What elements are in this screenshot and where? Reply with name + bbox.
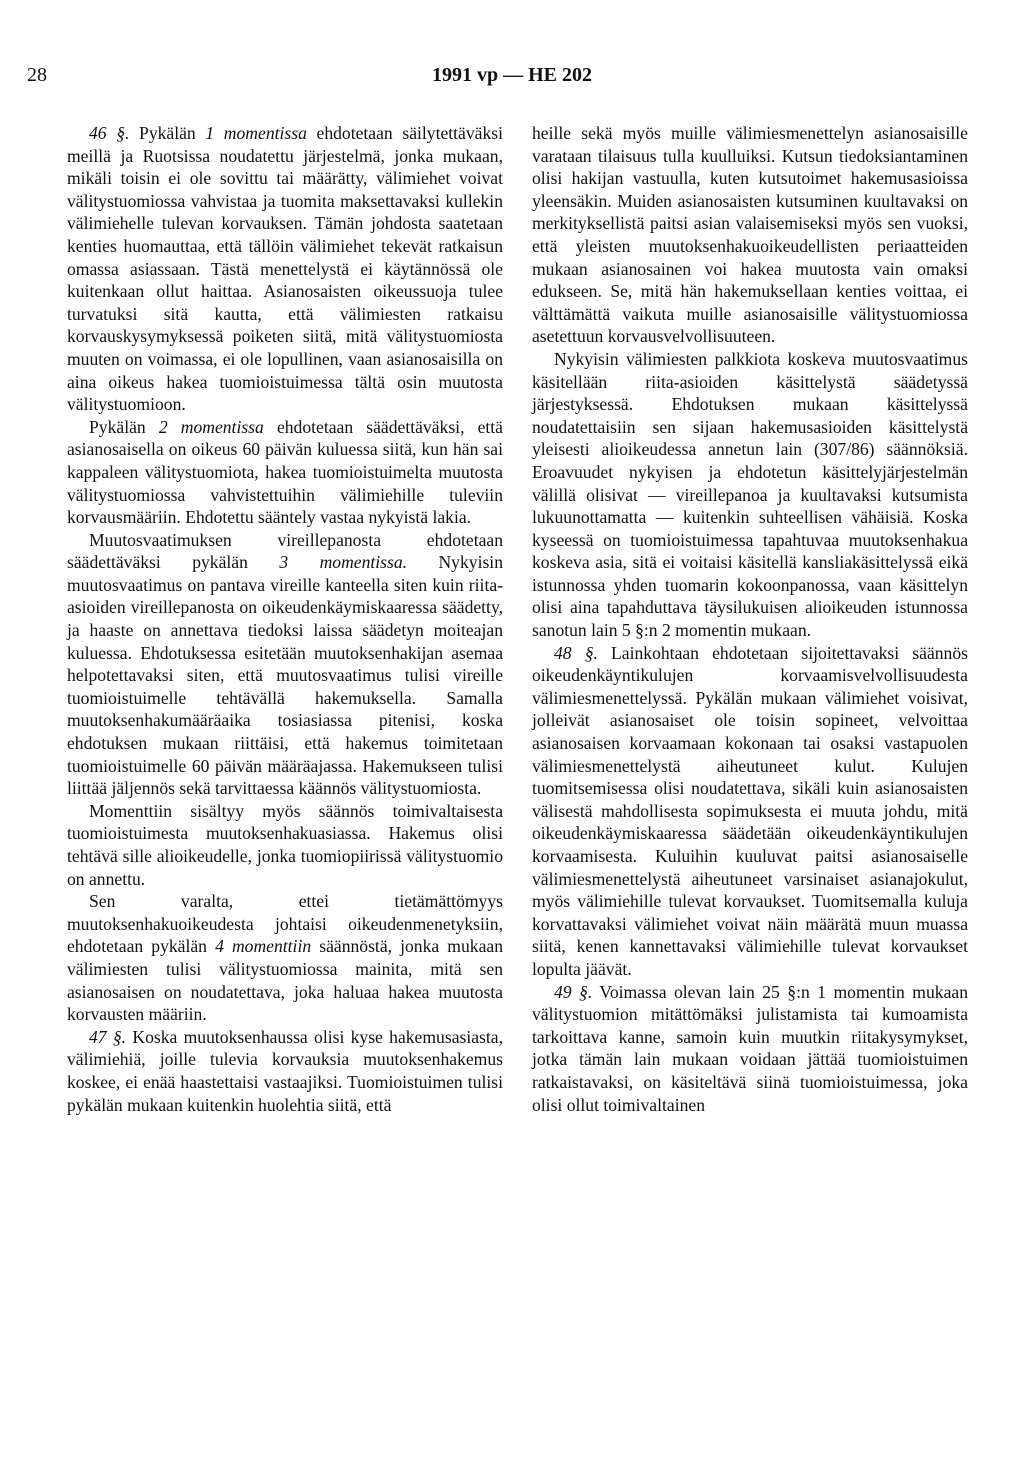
text: säännöstä, jonka mukaan välimiesten tulisi välitystuomiossa mainita, mitä sen asianosaisen on noudatettava, joka haluaa hakea muutosta korvausten määriin. xyxy=(67,936,503,1025)
text: ehdotetaan säädettäväksi, että asianosaisella on oikeus 60 päivän kuluessa siitä, kun hän sai kappaleen välitystuomiota, hakea tuomioistuimelta muutosta välitystuomiossa vahvistettuihin välimiehille tuleviin korvausmääriin. Ehdotettu sääntely vastaa nykyistä lakia. xyxy=(67,416,503,528)
text: Sen varalta, ettei tietämättömyys muutoksenhakuoikeudesta johtaisi oikeudenmenetyksiin, ehdotetaan pykälän xyxy=(67,891,503,957)
paragraph-49 xyxy=(532,981,968,1117)
text: ehdotetaan säilytettäväksi meillä ja Ruotsissa noudatettu järjestelmä, jonka mukaan, mikäli toisin ei ole sovittu tai määrätty, välimiehet voivat välitystuomiossa vahvistaa ja tuomita maksettavaksi kullekin välimiehelle tulevan korvauksen. Tämän johdosta saatetaan kenties huomauttaa, että tällöin välimiehet tekevät ratkaisun omassa asiassaan. Tästä menettelystä ei käytännössä ole kuitenkaan ollut haittaa. Asianosaisten oikeussuoja tulee turvatuksi sitä kautta, että välimiesten ratkaisu korvauskysymyksessä poiketen siitä, mitä välitystuomiosta muuten on voimassa, ei ole lopullinen, vaan asianosaisilla on aina oikeus hakea tuomioistuimessa tältä osin muutosta välitystuomioon. xyxy=(67,123,503,415)
text: Nykyisin muutosvaatimus on pantava vireille kanteella siten kuin riita-asioiden vireillepanosta on oikeudenkäymiskaaressa säädetty, ja haaste on annettava tiedoksi laissa säädetyn moiteajan kuluessa. Ehdotuksessa esitetään muutoksenhakijan asemaa helpotettavaksi siten, että muutosvaatimus tulisi vireille tuomioistuimelle tehtävällä hakemuksella. Samalla muutoksenhakumääräaika tosiasiassa pitenisi, koska ehdotuksen mukaan riittäisi, että hakemus toimitetaan tuomioistuimelle 60 päivän määräajassa. Hakemukseen tulisi liittää jäljennös sekä tarvittaessa käännös välitystuomiosta. xyxy=(67,552,503,799)
paragraph-47 xyxy=(67,1026,503,1116)
text: Koska muutoksenhaussa olisi kyse hakemusasiasta, välimiehiä, joille tulevia korvauksia muutoksenhakemus koskee, ei enää haastettaisi vastaajiksi. Tuomioistuimen tulisi pykälän mukaan kuitenkin huolehtia siitä, että xyxy=(67,1026,503,1115)
paragraph-46-mom3 xyxy=(67,529,503,800)
section-47-label: 47 §. xyxy=(89,1026,127,1047)
section-46-label: 46 §. xyxy=(89,123,130,143)
text: Muutosvaatimuksen vireillepanosta ehdotetaan säädettäväksi pykälän xyxy=(67,529,503,573)
text: Pykälän xyxy=(89,416,159,437)
paragraph-47-continued: heille sekä myös muille välimiesmenettelyn asianosaisille varataan tilaisuus tulla kuulluiksi. Kutsun tiedoksiantaminen olisi hakijan vastuulla, kuten kutsutoimet hakemusasioissa yleensäkin. Muiden asianosaisten kutsuminen kuultavaksi on merkityksellistä paitsi asian valaisemiseksi myös sen vuoksi, että yleisten muutoksenhakuoikeudellisten periaatteiden mukaan asianosainen voi hakea muutosta vain omaksi edukseen. Se, mitä hän hakemuksellaan kenties voittaa, ei välttämättä vaikuta muille asianosaisille välitystuomiossa asetettuun korvausvelvollisuuteen. xyxy=(532,123,968,347)
emphasis: 3 momentissa. xyxy=(279,552,408,573)
emphasis: 4 momenttiin xyxy=(215,936,312,957)
paragraph-46-mom2 xyxy=(67,416,503,529)
page-number: 28 xyxy=(27,64,47,86)
section-49-label: 49 §. xyxy=(554,981,593,1002)
paragraph-48 xyxy=(532,642,968,981)
text: Lainkohtaan ehdotetaan sijoitettavaksi säännös oikeudenkäyntikulujen korvaamisvelvollisuudesta välimiesmenettelyssä. Pykälän mukaan välimiehet voisivat, jolleivät asianosaiset ole toisin sopineet, velvoittaa asianosaisen korvaamaan kokonaan tai osaksi vastapuolen välimiesmenettelystä aiheutuneet kulut. Kulujen tuomitsemisessa olisi noudatettava, sikäli kuin asianosaisten välisestä mahdollisesta sopimuksesta ei muuta johdu, mitä oikeudenkäymiskaaressa säädetään oikeudenkäyntikulujen korvaamisesta. Kuluihin kuuluvat paitsi asianosaiselle välimiesmenettelystä aiheutuneet varsinaiset asianajokulut, myös välimiehille tulevat korvaukset. Tuomitsemalla kuluja korvattavaksi välimiehet voivat näin määrätä muun muassa siitä, kenen kannettavaksi välimiehille tulevat korvaukset lopulta jäävät. xyxy=(532,642,968,979)
paragraph-46 xyxy=(67,122,503,416)
section-48-label: 48 §. xyxy=(554,642,598,663)
emphasis: 2 momentissa xyxy=(158,416,264,437)
right-column xyxy=(532,122,968,1116)
text: Voimassa olevan lain 25 §:n 1 momentin mukaan välitystuomion mitättömäksi julistamista tai kumoamista tarkoittava kanne, samoin kuin muutkin riitakysymykset, jotka tämän lain mukaan voidaan jättää tuomioistuimen ratkaistavaksi, on käsiteltävä siinä tuomioistuimessa, joka olisi ollut toimivaltainen xyxy=(532,981,968,1115)
paragraph-46-mom4 xyxy=(67,890,503,1026)
left-column xyxy=(67,122,503,1116)
emphasis: 1 momentissa xyxy=(205,123,307,143)
paragraph-46-jurisdiction: Momenttiin sisältyy myös säännös toimivaltaisesta tuomioistuimesta muutoksenhakuasiassa. Hakemus olisi tehtävä sille alioikeudelle, jonka tuomiopiirissä välitystuomio on annettu. xyxy=(67,800,503,889)
running-header: 1991 vp — HE 202 xyxy=(431,64,593,86)
paragraph-47-procedure: Nykyisin välimiesten palkkiota koskeva muutosvaatimus käsitellään riita-asioiden käsittelystä säädetyssä järjestyksessä. Ehdotuksen mukaan käsittelyssä noudatettaisiin sen sijaan hakemusasioiden käsittelystä yleisesti alioikeudessa annetun lain (307/86) säännöksiä. Eroavuudet nykyisen ja ehdotetun käsittelyjärjestelmän välillä olisivat — vireillepanoa ja kuultavaksi kutsumista lukuunottamatta — kuitenkin suhteellisen vähäisiä. Koska kyseessä on tuomioistuimessa tapahtuvaa muutoksenhakua koskeva asia, sitä ei voitaisi käsitellä kansliakäsittelyssä eikä istunnossa yhden tuomarin kokoonpanossa, vaan käsittelyn olisi aina tapahduttava täysilukuisen alioikeuden istunnossa sanotun lain 5 §:n 2 momentin mukaan. xyxy=(532,348,968,641)
text: Pykälän xyxy=(129,123,206,143)
